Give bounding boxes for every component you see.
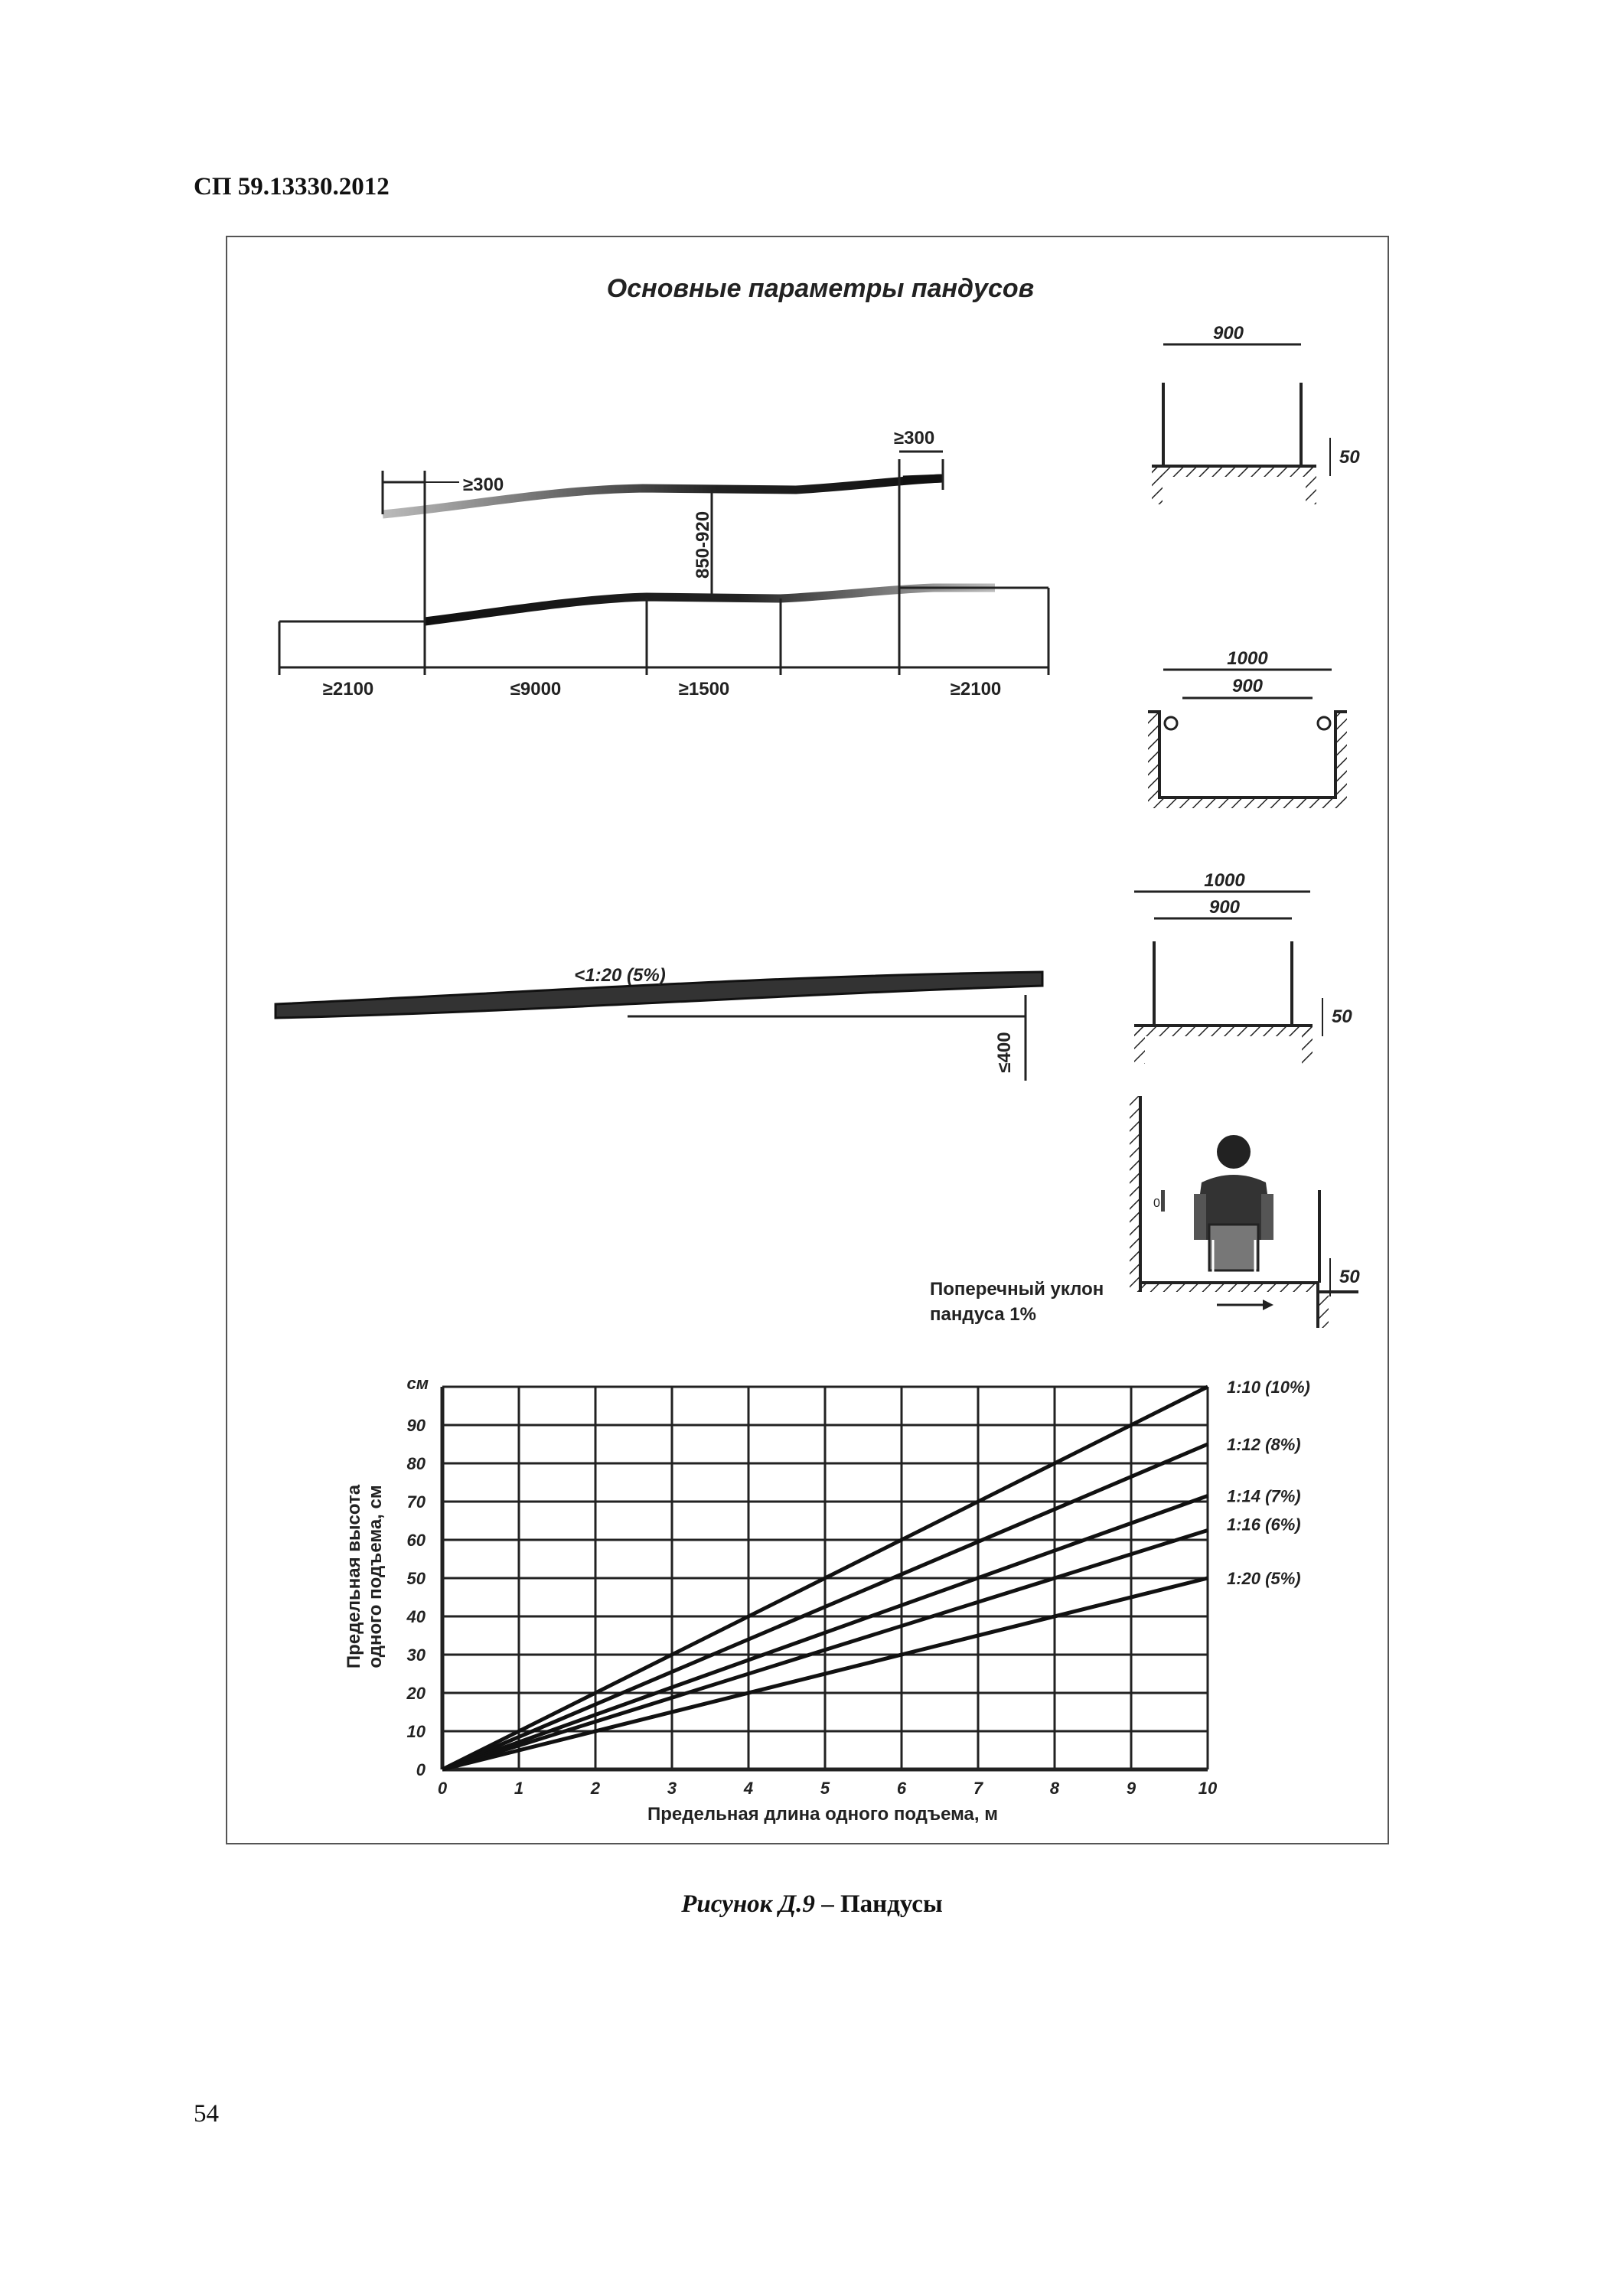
chart-x-tick: 7 — [973, 1779, 983, 1798]
chart-x-tick: 4 — [743, 1779, 754, 1798]
chart-y-tick: 0 — [416, 1760, 426, 1779]
s4-side: 50 — [1339, 1267, 1360, 1287]
dim-bottom-4: ≥2100 — [950, 679, 1002, 700]
chart-y-unit: см — [406, 1374, 429, 1393]
chart-x-axis-label: Предельная длина одного подъема, м — [647, 1804, 999, 1825]
lower-handrail — [425, 588, 995, 621]
caption-prefix: Рисунок Д.9 — [681, 1890, 815, 1918]
section-1 — [1152, 323, 1360, 504]
chart-y-axis-label-2: одного подъема, см — [365, 1485, 386, 1668]
figure-title: Основные параметры пандусов — [606, 274, 1035, 303]
chart-y-tick: 90 — [406, 1416, 426, 1435]
s3-inner: 900 — [1208, 897, 1241, 918]
upper-handrail-end — [903, 478, 943, 480]
chart-series-label: 1:10 (10%) — [1227, 1378, 1310, 1397]
chart-y-tick: 50 — [406, 1569, 426, 1588]
cross-slope-line1: Поперечный уклон — [930, 1279, 1104, 1300]
s1-side: 50 — [1339, 447, 1360, 468]
chart-x-tick: 9 — [1126, 1779, 1136, 1798]
chart-x-tick: 2 — [590, 1779, 601, 1798]
s1-width: 900 — [1212, 323, 1244, 344]
slope-chart — [344, 1374, 1310, 1825]
chart-x-tick: 1 — [514, 1779, 524, 1798]
s4-handrail-mark: 0 — [1153, 1197, 1160, 1210]
s3-side: 50 — [1332, 1006, 1352, 1027]
chart-x-tick: 0 — [437, 1779, 448, 1798]
dim-left-top: ≥300 — [463, 475, 504, 495]
chart-x-tick: 6 — [896, 1779, 907, 1798]
chart-y-tick: 10 — [406, 1722, 426, 1741]
chart-y-axis-label-1: Предельная высота — [344, 1484, 364, 1669]
chart-y-tick: 20 — [406, 1684, 426, 1703]
chart-x-tick: 10 — [1198, 1779, 1218, 1798]
chart-series-label: 1:20 (5%) — [1227, 1569, 1301, 1588]
chart-y-tick: 60 — [406, 1531, 426, 1550]
dim-right-top: ≥300 — [894, 428, 935, 448]
page-number: 54 — [194, 2100, 219, 2128]
chart-x-tick: 5 — [820, 1779, 830, 1798]
slope-profile — [276, 965, 1042, 1081]
section-4 — [930, 1096, 1360, 1328]
s2-outer: 1000 — [1227, 648, 1268, 669]
s3-outer: 1000 — [1204, 870, 1245, 891]
cross-slope-line2: пандуса 1% — [930, 1304, 1036, 1325]
chart-x-tick: 3 — [667, 1779, 677, 1798]
chart-series-label: 1:16 (6%) — [1227, 1515, 1301, 1534]
document-code: СП 59.13330.2012 — [194, 173, 390, 201]
dim-height: 850-920 — [693, 510, 713, 579]
chart-series-label: 1:14 (7%) — [1227, 1486, 1301, 1506]
dim-bottom-3: ≥1500 — [678, 679, 730, 700]
chart-y-tick: 30 — [406, 1645, 426, 1665]
section-2 — [1148, 648, 1347, 808]
chart-y-tick: 40 — [406, 1607, 426, 1626]
dim-bottom-1: ≥2100 — [322, 679, 374, 700]
caption-dash: – — [814, 1890, 840, 1918]
wheelchair-user-icon — [1194, 1135, 1273, 1274]
chart-y-tick: 70 — [406, 1492, 426, 1512]
section-3 — [1134, 870, 1352, 1064]
s2-inner: 900 — [1231, 676, 1264, 696]
caption-text: Пандусы — [840, 1890, 943, 1918]
ramp-elevation — [279, 428, 1048, 700]
slope-label: <1:20 (5%) — [574, 965, 666, 986]
figure-caption — [0, 1890, 1624, 1919]
dim-bottom-2: ≤9000 — [510, 679, 562, 700]
chart-series-label: 1:12 (8%) — [1227, 1435, 1301, 1454]
chart-x-tick: 8 — [1049, 1779, 1060, 1798]
chart-y-tick: 80 — [406, 1454, 426, 1473]
height-label: ≤400 — [994, 1032, 1015, 1073]
